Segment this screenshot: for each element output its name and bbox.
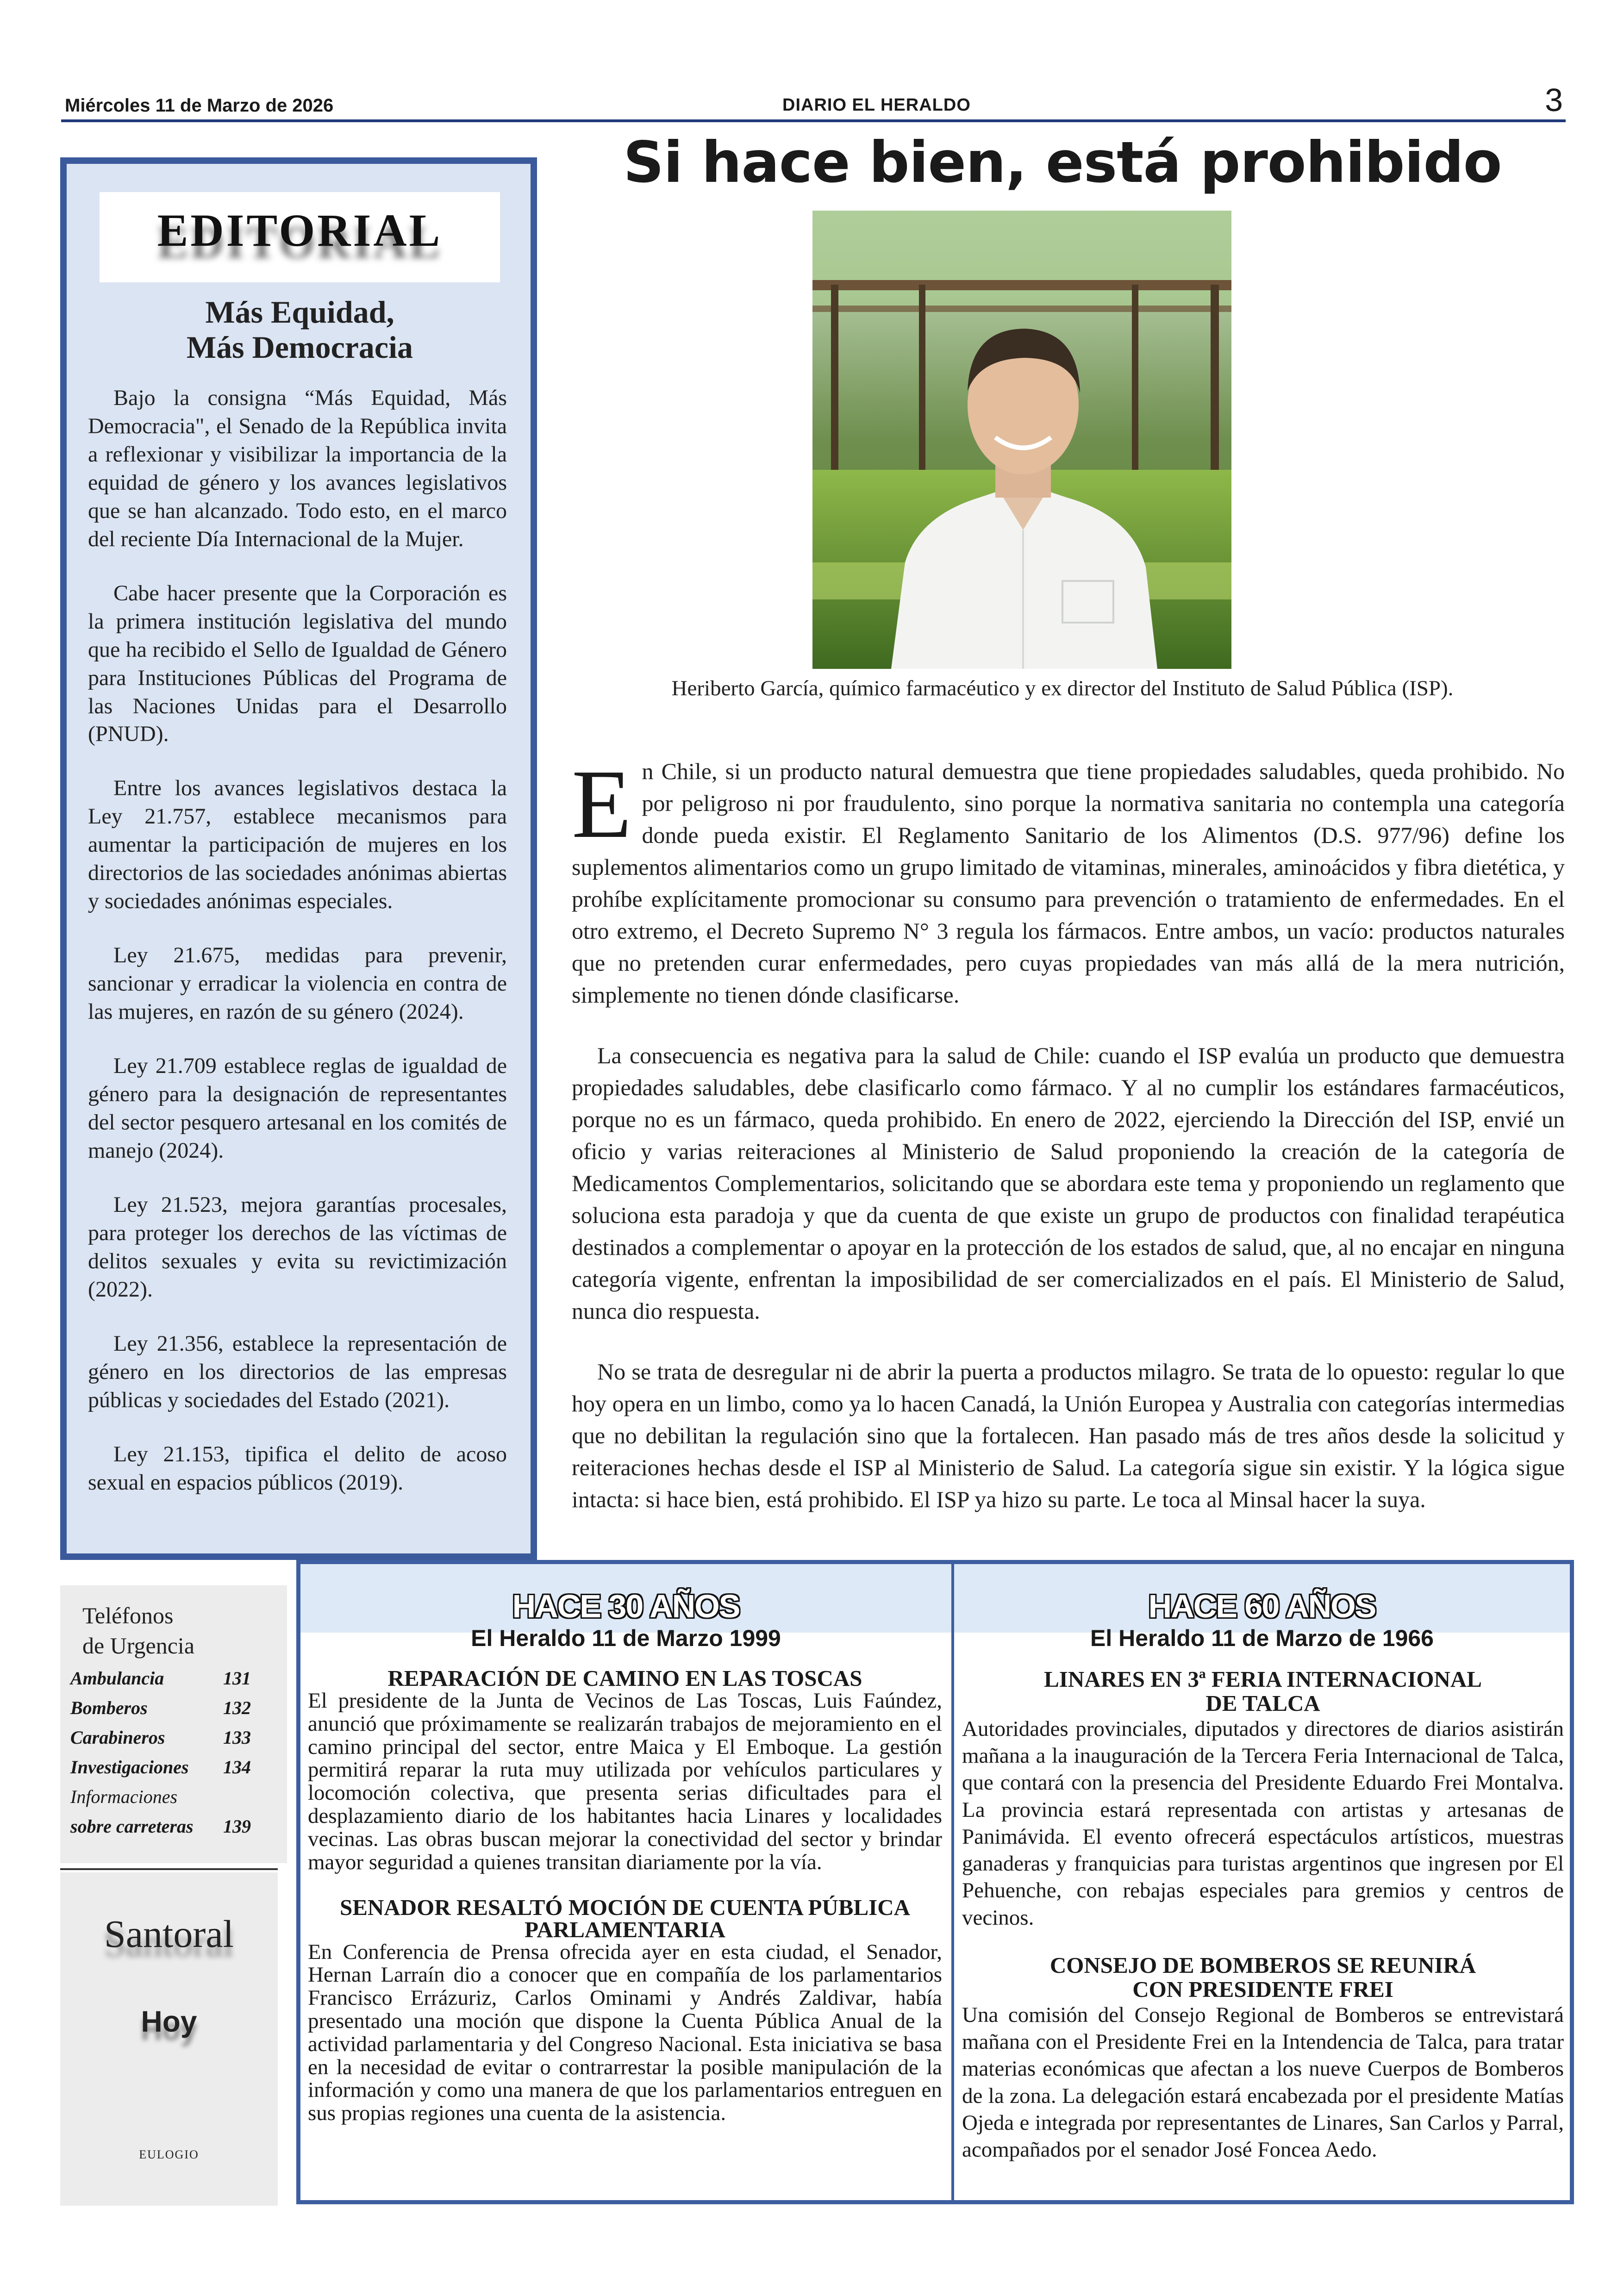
article-paragraph: No se trata de desregular ni de abrir la puerta a productos milagro. Se trata de lo opuesto: regular lo que hoy opera en un limbo, como ya lo hacen Canadá, la Unión Europea y Australia con categorías intermedias que no debilitan la regulación sino que la fortalecen. Han pasado más de tres años desde la solicitud y reiteraciones hechas desde el ISP al Ministerio de Salud. La categoría sigue sin existir. Y la lógica sigue intacta: si hace bien, está prohibido. El ISP ya hizo su parte. Le toca al Minsal hacer la suya. [572,1359,1565,1512]
h30-subtitle: El Heraldo 11 de Marzo 1999 [471,1625,781,1651]
editorial-title: Más Equidad, Más Democracia [186,294,413,365]
phone-label: sobre carreteras [70,1816,194,1837]
phone-label: Investigaciones [70,1757,189,1777]
phone-number: 131 [223,1668,251,1689]
article-headline: Si hace bien, está prohibido [623,130,1502,195]
phone-row [70,1727,265,1756]
phone-number: 133 [223,1727,251,1748]
story-body: Una comisión del Consejo Regional de Bomberos se entrevistará mañana con el Presidente Frei en la Intendencia de Talca, para tratar materias económicas que afectan a los nueve Cuerpos de Bomberos de la zona. La delegación estará encabezada por el presidente Matías Ojeda e integrada por representantes de Linares, San Carlos y Parral, acompañados por el senador José Foncea Aedo. [962,2002,1564,2162]
emergency-phones-list [70,1667,265,1845]
santoral-saint-name: EULOGIO [139,2148,199,2161]
phone-label: Bomberos [70,1697,148,1718]
phone-number: 134 [223,1757,251,1777]
santoral-today-label: Hoy [141,2005,197,2038]
editorial-body [88,384,507,1522]
story-heading: CONSEJO DE BOMBEROS SE REUNIRÁ CON PRESIDENTE FREI [1049,1952,1476,2002]
page-number: 3 [1545,82,1563,118]
article-first-paragraph-text: n Chile, si un producto natural demuestra que tiene propiedades saludables, queda prohibido. No por peligroso ni por fraudulento, sino porque la normativa sanitaria no contempla una categoría donde pueda existir. El Reglamento Sanitario de los Alimentos (D.S. 977/96) define los suplementos alimentarios como un grupo limitado de vitaminas, minerales, aminoácidos y fibra dietética, y prohíbe explícitamente promocionar su consumo para prevención o tratamiento de enfermedades. En el otro extremo, el Decreto Supremo N° 3 regula los fármacos. Entre ambos, un vacío: productos naturales que no pretenden curar enfermedades, pero cuyas propiedades van más allá de la mera nutrición, simplemente no tienen dónde clasificarse. [572,758,1565,1008]
phone-label: Carabineros [70,1727,165,1748]
story-heading: REPARACIÓN DE CAMINO EN LAS TOSCAS [387,1665,862,1691]
sidebar-divider [60,1868,278,1870]
drop-cap: E [572,749,632,858]
story-body: Autoridades provinciales, diputados y directores de diarios asistirán mañana a la inauguración de la Tercera Feria Internacional de Talca, que contará con la presencia del Presidente Eduardo Frei Montalva. La provincia estará representada con artistas y artesanas de Panimávida. El evento ofrecerá espectáculos artísticos, muestras ganaderas y franquicias para turistas argentinos que ingresen por El Pehuenche, con rebajas especiales para gremios y centros de vecinos. [962,1716,1564,1930]
editorial-paragraph: Cabe hacer presente que la Corporación es la primera institución legislativa del mundo que ha recibido el Sello de Igualdad de Género para Instituciones Públicas del Programa de las Naciones Unidas para el Desarrollo (PNUD). [88,580,507,747]
editorial-paragraph: Entre los avances legislativos destaca la Ley 21.757, establece mecanismos para aumentar la participación de mujeres en los directorios de las sociedades anónimas abiertas y sociedades anónimas especiales. [88,776,507,914]
story-body: En Conferencia de Prensa ofrecida ayer en esta ciudad, el Senador, Hernan Larraín dio a conocer que en compañía de los parlamentarios Francisco Errázuriz, Carlos Ominami y Andrés Zaldivar, había presentado una moción que dispone la Cuenta Pública Anual de la actividad parlamentaria y del Congreso Nacional. Esta iniciativa se basa en la necesidad de evitar o contrarrestar la posible manipulación de la información y como una manera de que los parlamentarios entreguen en sus propias regiones una cuenta de la asistencia. [308,1940,942,2126]
h30-column [308,1667,942,2147]
editorial-paragraph: Ley 21.153, tipifica el delito de acoso sexual en espacios públicos (2019). [88,1441,507,1495]
header-rule [61,119,1566,122]
emergency-phones-title: Teléfonos de Urgencia [82,1603,195,1659]
h60-title: HACE 60 AÑOS [1148,1588,1376,1624]
article-paragraph: La consecuencia es negativa para la salud de Chile: cuando el ISP evalúa un producto que demuestra propiedades saludables, debe clasificarlo como fármaco. Y al no cumplir los estándares farmacéuticos, porque no es un fármaco, queda prohibido. En enero de 2022, ejerciendo la Dirección del ISP, envié un oficio y varias reiteraciones al Ministerio de Salud proponiendo la creación de la categoría de Medicamentos Complementarios, solicitando que se abordara este tema y proponiendo un reglamento que soluciona esta paradoja y que da cuenta de que existe un grupo de productos con finalidad terapéutica destinados a complementar o apoyar en la protección de los estados de salud, que, al no encajar en ninguna categoría vigente, enfrentan la imposibilidad de ser comercializados en el país. El Ministerio de Salud, nunca dio respuesta. [572,1042,1565,1324]
phone-number: 132 [223,1697,251,1718]
issue-date: Miércoles 11 de Marzo de 2026 [65,95,334,116]
phone-row [70,1756,265,1786]
editorial-banner-text: EDITORIAL [157,205,443,256]
phone-row [70,1786,265,1815]
h60-column [962,1667,1564,2185]
editorial-paragraph: Ley 21.523, mejora garantías procesales, para proteger los derechos de las víctimas de delitos sexuales y evita su revictimización (2022). [88,1192,507,1302]
story-body: El presidente de la Junta de Vecinos de Las Toscas, Luis Faúndez, anunció que próximamente se realizarán trabajos de mejoramiento en el camino principal del sector, entre Maica y El Emboque. La gestión permitirá reparar la ruta muy utilizada por vehículos particulares y locomoción colectiva, que presenta serias dificultades para el desplazamiento diario de los habitantes hacia Linares y localidades vecinas. Las obras buscan mejorar la conectividad del sector y brindar mayor seguridad a quienes transitan diariamente por la vía. [308,1689,942,1874]
phone-row [70,1815,265,1845]
h30-title: HACE 30 AÑOS [512,1588,740,1624]
editorial-paragraph: Ley 21.709 establece reglas de igualdad de género para la designación de representantes del sector pesquero artesanal en los comités de manejo (2024). [88,1054,507,1163]
article-body [572,749,1565,1544]
editorial-paragraph: Bajo la consigna “Más Equidad, Más Democracia", el Senado de la República invita a reflexionar y visibilizar la importancia de la equidad de género y los avances legislativos que se han alcanzado. Todo esto, en el marco del reciente Día Internacional de la Mujer. [88,386,507,551]
history-column-divider [951,1564,954,2200]
phone-number: 139 [223,1816,251,1837]
phone-label: Ambulancia [70,1668,164,1689]
h60-subtitle: El Heraldo 11 de Marzo de 1966 [1090,1625,1434,1651]
phone-label: Informaciones [70,1786,178,1807]
article-paragraph [572,749,1565,1011]
phone-row [70,1697,265,1727]
editorial-paragraph: Ley 21.675, medidas para prevenir, sancionar y erradicar la violencia en contra de las mujeres, en razón de su género (2024). [88,943,507,1024]
story-heading: LINARES EN 3ª FERIA INTERNACIONAL DE TALCA [1044,1666,1482,1716]
author-photo [812,211,1231,669]
story-heading: SENADOR RESALTÓ MOCIÓN DE CUENTA PÚBLICA PARLAMENTARIA [339,1894,910,1942]
newspaper-name: DIARIO EL HERALDO [782,95,971,115]
santoral-title: Santoral [104,1913,234,1956]
photo-caption: Heriberto García, químico farmacéutico y ex director del Instituto de Salud Pública (ISP). [671,676,1454,700]
editorial-paragraph: Ley 21.356, establece la representación de género en los directorios de las empresas públicas y sociedades del Estado (2021). [88,1331,507,1412]
phone-row [70,1667,265,1697]
